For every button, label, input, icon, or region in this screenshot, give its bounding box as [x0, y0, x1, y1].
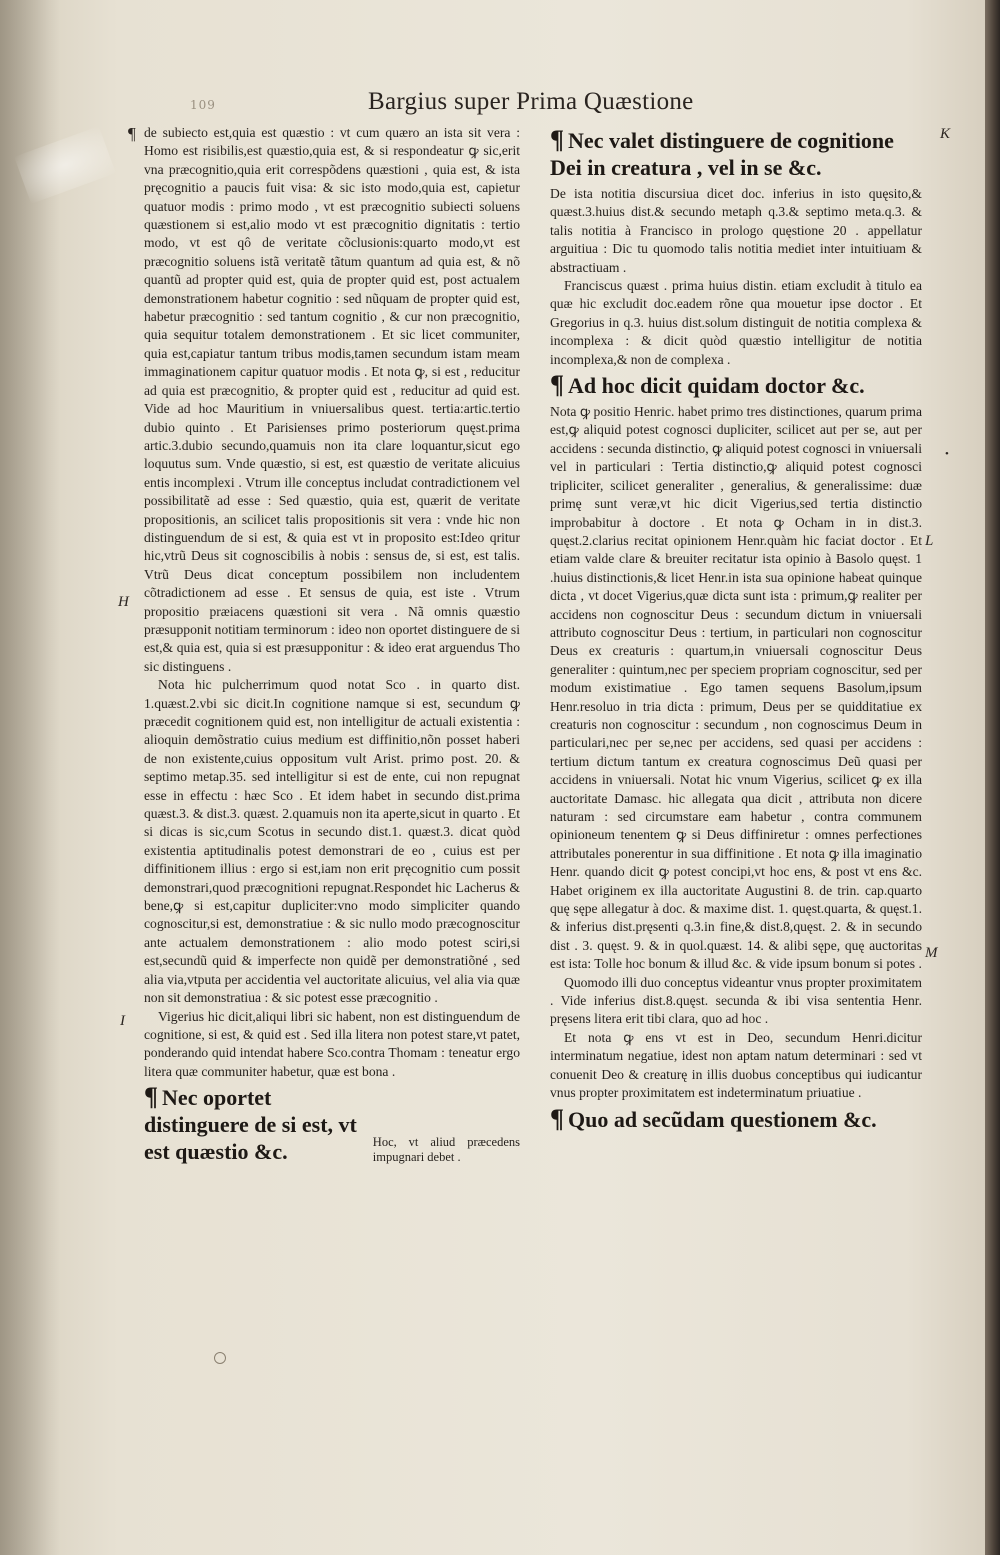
margin-letter-h: H	[118, 594, 129, 610]
page-edge	[985, 0, 1000, 1555]
right-section-heading-2	[550, 371, 922, 399]
left-paragraph-1: de subiecto est,quia est quæstio : vt cum quæro an ista sit vera : Homo est risibilis,est quæstio,quia est, & si respondeatur ꝙ sic,erit vna præcognitio,quia erit correspõdens quæstioni , quia est, & ista pręcognitio a paucis fuit visa: & sic isto modo,quia est, capietur quatuor modis : primo modo , vt est præcognitio subiecti soluens quæstionem si est,alio modo vt est præcognitio dignitatis : tertio modo, vt est qô de veritate cõclusionis:quarto modo,vt est præcognitio soluens istã veritatẽ tãtum quantum ad quia est, & nõ quantũ ad propter quid est, quia de propter quid est, post actualem demonstrationem habetur cognitio : sed nũquam de propter quid est, habetur præcognitio : sed tantum cognitio , & cur non præcognitio, quia sequitur totalem demonstrationem . Et sic licet communiter, quia est,capiatur tantum tribus modis,tamen secundum istam meam immaginationem capitur quatuor modis . Et nota ꝙ, si est , reducitur ad quia est præcognitio, & propter quid est , reducitur ad quid est. Vide ad hoc Mauritium in vniuersalibus quest. tertia:artic.tertio dubio quinto . Et Parisienses primo posteriorum quęst.prima artic.3.dubio secundo,quamuis non ita clare loquantur,sicut ego loquutus sum. Vnde quæstio, si est, est quæstio de veritate alicuius entis incomplexi . Vtrum ille conceptus includat contradictionem vel possibilitatẽ ad esse : Sed quæstio, quia est, quærit de veritate propositionis, an scilicet talis propositionis sit vera : vnde hic non distinguendum de si est, & quia est vt in proposito est:Ideo qritur hic,vtrũ Deus sit cognoscibilis à nobis : sensus de, si est, est talis. Vtrũ Deus dicat conceptum possibilem non includentem cõtradictionem ad esse . Et sensus de quia, est iste . Vtrum propositio præiacens quæstioni sit vera . Nã omnis quæstio præsupponit notitiam terminorum : ideo non oportet distinguere de si est,& quia est, quia si est præsupponitur : & ideo erat arguendus Tho sic distinguens .	[144, 125, 520, 674]
right-column	[550, 124, 922, 1137]
right-paragraph-2: Franciscus quæst . prima huius distin. etiam excludit à titulo ea quæ hic excludit doc.eadem rõne qua mouetur ipse doctor . Et Gregorius in q.3. huius dist.solum distinguit de notitia complexa & incomplexa : & dicit quòd quæstio intelligitur de notitia incomplexa,& non de complexa .	[550, 278, 922, 367]
margin-pilcrow-mark: ¶	[128, 124, 136, 143]
right-paragraph-3: Nota ꝙ positio Henric. habet primo tres distinctiones, quarum prima est,ꝙ aliquid potest cognosci dupliciter, scilicet aut per se, aut per accidens : secunda distinctio, ꝙ aliquid potest cognosci in vniuersali vel in particulari : Tertia distinctio,ꝙ aliquid potest cognosci tripliciter, scilicet generaliter , generalius, & generalissime: duæ primę sunt veræ,vt hic dicit Vigerius,sed tertia distinctio improbabitur à doctore . Et nota ꝙ Ocham in in dist.3. quęst.2.clarius recitat opinionem Henr.quàm hic faciat doctor . Et etiam valde clare & breuiter recitatur ista opinio à Basolo quęst. 1 .huius distinctionis,& licet Henr.in ista sua opinione habeat quinque dicta , vt docet Vigerius,quæ dicta sunt ista : primum,ꝙ realiter per accidens non cognoscitur Deus : secundum dictum in vniuersali attributo cognoscitur Deus : tertium, in particulari non cognoscitur Deus ex creaturis : quartum,in vniuersali cognoscitur Deus generaliter : quintum,nec per speciem propriam cognoscitur, sed per modum existimatiue . Ego tamen sequens Basolum,ipsum Henr.resoluo in tria dicta : primum, Deus per se quidditatiue ex creaturis non cognoscitur : secundum , non cognoscimus Deum in particulari,nec per se,nec per accidens, sed quasi per accidens : tertium dictum tantum ex creatura cognoscimus Deũ quasi per accidens in vniuersali. Notat hic vnum Vigerius, scilicet ꝙ ex illa auctoritate Damasc. hic allegata qua dicit , attributa non dicere naturam : sed circumstare eam habetur , contra communem opinioneum tenentem ꝙ si Deus diffiniretur : omnes perfectiones attributales ponerentur in sua diffinitione . Et nota ꝙ illa imaginatio Henr. quando dicit ꝙ potest concipi,vt hoc ens, & post vt ens &c. Habet originem ex illa auctoritate Augustini 8. de trin. cap.quarto quę sępe allegatur à doc. & maxime dist. 1. quęst.quarta, & quęst.1. & inferius dist.pręsenti q.3.in fine,& dist.8,quęst. 2. & in secundo dist . 3. quęst. 9. & in quol.quæst. 14. & alibi sępe, quę auctoritas est ista: Tolle hoc bonum & illud &c. & vide ipsum bonum si potes .	[550, 404, 922, 972]
right-paragraph-1: De ista notitia discursiua dicet doc. inferius in isto quęsito,& quæst.3.huius dist.& secundo metaph q.3.& septimo meta.q.3. & talis notitia à Francisco in prologo quęstione 20 . appellatur arguitiua : Dic tu quomodo talis notitia mediet inter intuitiuam & abstractiuam .	[550, 186, 922, 275]
margin-letter-m: M	[925, 945, 938, 961]
pilcrow-icon: ¶	[144, 1082, 159, 1112]
pilcrow-icon: ¶	[550, 370, 565, 400]
margin-letter-k: K	[940, 126, 951, 142]
right-heading-1-text: Nec valet distinguere de cognitione Dei in creatura , vel in se &c.	[550, 128, 894, 180]
right-paragraph-4: Quomodo illi duo conceptus videantur vnus propter proximitatem . Vide inferius dist.8.quęst. secunda & ibi visa sententia Henr. pręsens litera erit tibi clara, quo ad hoc .	[550, 974, 922, 1027]
pilcrow-icon: ¶	[550, 1103, 565, 1133]
ink-ring-mark	[214, 1352, 226, 1364]
gutter-shadow	[0, 0, 60, 1555]
margin-letter-i: I	[120, 1013, 125, 1029]
running-head: Bargius super Prima Quæstione	[368, 88, 694, 115]
left-heading-text: Nec oportet distinguere de si est, vt est quæstio &c.	[144, 1085, 357, 1165]
right-section-heading-3	[550, 1105, 922, 1133]
left-section-heading	[144, 1083, 365, 1165]
right-paragraph-5: Et nota ꝙ ens vt est in Deo, secundum Henri.dicitur interminatum negatiue, idest non aptam natum determinari : sed vt conuenit Deo & creaturę in illis duobus conceptibus qui iudicantur vnus propter proximitatem est indeterminatum priuatiue .	[550, 1029, 922, 1101]
left-paragraph-3: Vigerius hic dicit,aliqui libri sic habent, non est distinguendum de cognitione, si est, & quid est . Sed illa litera non potest stare,vt patet, ponderando quid intendat habere Sco.contra Thomam : teneatur ergo litera quæ communiter habetur, quæ est bona .	[144, 1008, 520, 1079]
left-heading-row	[144, 1081, 520, 1169]
margin-letter-l: L	[925, 533, 934, 549]
left-heading-note: Hoc, vt aliud præcedens impugnari debet .	[372, 1135, 520, 1165]
left-column	[144, 124, 520, 1169]
right-section-heading-1	[550, 126, 922, 181]
right-heading-3-text: Quo ad secũdam questionem &c.	[568, 1106, 877, 1132]
pilcrow-icon: ¶	[550, 125, 565, 154]
right-heading-2-text: Ad hoc dicit quidam doctor &c.	[568, 373, 865, 399]
left-paragraph-2: Nota hic pulcherrimum quod notat Sco . in quarto dist. 1.quæst.2.vbi sic dicit.In cognitione namque si est, secundum ꝙ præcedit cognitionem quid est, non intelligitur de actuali existentia : alioquin demõstratio cuius medium est diffinitio,nõn posset haberi de non existente,cuius oppositum vult Arist. primo post. 20. & septimo metap.35. sed intelligitur si est de ente, cui non repugnat esse in effectu : hæc Sco . Et idem habet in secundo dist.prima quæst.3. & dist.3. quæst. 2.quamuis non ita aperte,sicut in quarto . Et si dicas is sic,cum Scotus in secundo dist.1. quæst.3. dicat quòd existentia aptitudinalis potest demonstrari de eo , cuius est per diffinitionem illius : ergo si est,iam non erit pręcognitio cum possit demonstrari,quod præcognitioni repugnat.Respondet hic Lacherus & bene,ꝙ si est,capitur dupliciter:vno modo simpliciter quando cognoscitur,si est, demonstratiue : & sic nullo modo præcognoscitur ante actualem demonstrationem : alio modo potest sciri,si est,secundũ quid & imperfecte non quidẽ per demonstratiõné , sed alia via,vtputa per accidentia vel auctoritate alicuius, vel alia via quæ non sit demonstratiua : & sic potest esse præcognitio .	[144, 677, 520, 1006]
margin-dot-mark: •	[945, 448, 949, 460]
page-number: 109	[190, 98, 216, 112]
